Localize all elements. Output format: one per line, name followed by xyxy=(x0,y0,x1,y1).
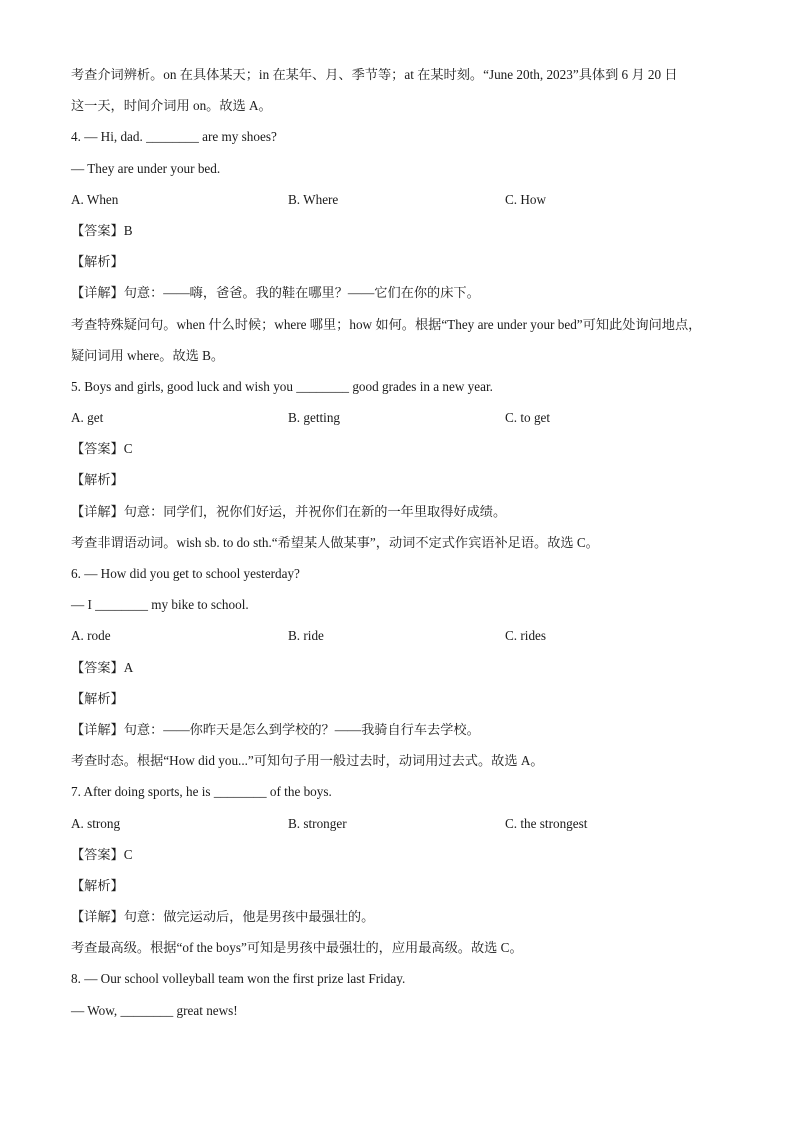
text-line: 6. — How did you get to school yesterday? xyxy=(71,566,300,581)
text-line: 【详解】句意：做完运动后，他是男孩中最强壮的。 xyxy=(71,909,375,925)
answer-option: A. When xyxy=(71,191,119,207)
answer-option: C. rides xyxy=(505,628,547,644)
answer-option: A. get xyxy=(71,410,104,426)
text-line: 考查特殊疑问句。when 什么时候；where 哪里；how 如何。根据“They are under your bed”可知此处询问地点， xyxy=(71,316,702,332)
text-line: 考查介词辨析。on 在具体某天；in 在某年、月、季节等；at 在某时刻。“June 20th, 2023”具体到 6 月 20 日 xyxy=(71,67,678,82)
text-line: 【解析】 xyxy=(71,877,124,893)
text-line: 7. After doing sports, he is ________ of the boys. xyxy=(71,784,332,800)
answer-options-row xyxy=(71,407,723,438)
text-line: 考查最高级。根据“of the boys”可知是男孩中最强壮的，应用最高级。故选 C。 xyxy=(71,940,523,956)
answer-option: A. rode xyxy=(71,628,111,644)
text-line: 考查非谓语动词。wish sb. to do sth.“希望某人做某事”，动词不定式作宾语补足语。故选 C。 xyxy=(71,534,599,550)
answer-option: B. ride xyxy=(288,628,324,644)
answer-option: C. How xyxy=(505,191,547,207)
answer-options-row xyxy=(71,625,723,656)
text-line: 【答案】C xyxy=(71,846,133,862)
text-line: 【解析】 xyxy=(71,472,124,488)
text-line: 8. — Our school volleyball team won the first prize last Friday. xyxy=(71,971,406,987)
text-line: 这一天，时间介词用 on。故选 A。 xyxy=(71,98,272,114)
answer-option: B. Where xyxy=(288,191,339,207)
text-line: — I ________ my bike to school. xyxy=(71,597,249,613)
text-line: 【详解】句意：同学们，祝你们好运，并祝你们在新的一年里取得好成绩。 xyxy=(71,503,507,519)
answer-options-row xyxy=(71,189,723,220)
text-line: 【详解】句意：——你昨天是怎么到学校的？——我骑自行车去学校。 xyxy=(71,721,480,737)
text-line: 考查时态。根据“How did you...”可知句子用一般过去时，动词用过去式。故选 A。 xyxy=(71,753,544,769)
answer-option: C. the strongest xyxy=(505,815,588,831)
text-line: 【答案】C xyxy=(71,441,133,457)
document-page xyxy=(71,64,723,1031)
answer-option: B. stronger xyxy=(288,815,347,831)
answer-option: C. to get xyxy=(505,410,551,426)
text-line: 5. Boys and girls, good luck and wish you ________ good grades in a new year. xyxy=(71,378,493,394)
text-line: 4. — Hi, dad. ________ are my shoes? xyxy=(71,129,277,145)
text-line: 【详解】句意：——嗨，爸爸。我的鞋在哪里？——它们在你的床下。 xyxy=(71,285,480,301)
text-line: 【答案】B xyxy=(71,222,133,238)
answer-options-row xyxy=(71,813,723,844)
text-line: 【解析】 xyxy=(71,690,124,706)
text-line: — They are under your bed. xyxy=(71,160,221,176)
text-line: — Wow, ________ great news! xyxy=(71,1002,238,1018)
text-line: 【答案】A xyxy=(71,659,134,675)
answer-option: A. strong xyxy=(71,815,121,831)
text-line: 【解析】 xyxy=(71,254,124,270)
answer-option: B. getting xyxy=(288,410,341,426)
text-line: 疑问词用 where。故选 B。 xyxy=(71,347,225,363)
